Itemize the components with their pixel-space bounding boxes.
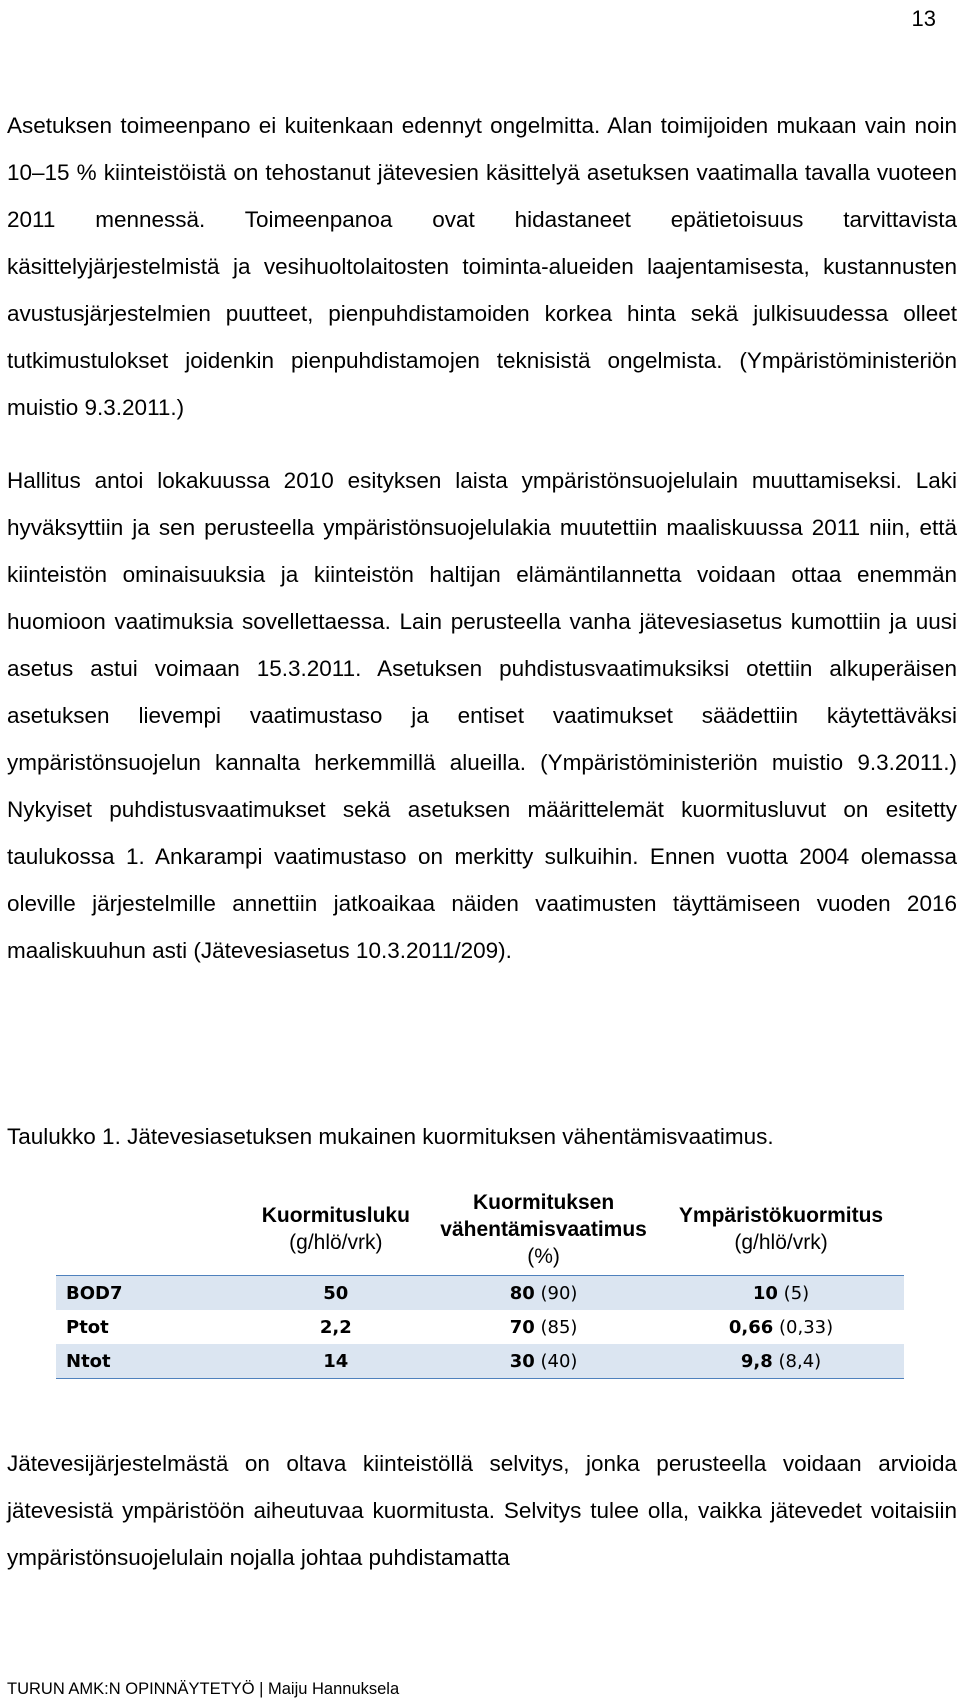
cell-reduction — [429, 1344, 658, 1379]
table-caption: Taulukko 1. Jätevesiasetuksen mukainen kuormituksen vähentämisvaatimus. — [7, 1124, 774, 1149]
page-number: 13 — [911, 6, 936, 31]
env-strict-value: (8,4) — [778, 1350, 822, 1372]
table-header-row — [56, 1183, 904, 1276]
header-reduction-requirement — [429, 1183, 658, 1276]
header-title: Kuormituksen vähentämisvaatimus — [440, 1190, 647, 1241]
reduction-value: 70 — [509, 1316, 535, 1338]
header-unit: (g/hlö/vrk) — [289, 1231, 383, 1254]
reduction-strict-value: (85) — [540, 1316, 578, 1338]
reduction-strict-value: (40) — [540, 1350, 578, 1372]
cell-load: 14 — [323, 1350, 349, 1372]
paragraph-implementation: Asetuksen toimeenpano ei kuitenkaan edennyt ongelmitta. Alan toimijoiden mukaan vain noin 10–15 % kiinteistöistä on tehostanut jätevesien käsittelyä asetuksen vaatimalla tavalla vuoteen 2011 mennessä. Toimeenpanoa ovat hidastaneet epätietoisuus tarvittavista käsittelyjärjestelmistä ja vesihuoltolaitosten toiminta-alueiden laajentamisesta, kustannusten avustusjärjestelmien puutteet, pienpuhdistamoiden korkea hinta sekä julkisuudessa olleet tutkimustulokset joidenkin pienpuhdistamojen teknisistä ongelmista. (Ympäristöministeriön muistio 9.3.2011.) — [7, 113, 957, 420]
env-strict-value: (5) — [783, 1282, 810, 1304]
env-value: 0,66 — [728, 1316, 774, 1338]
env-strict-value: (0,33) — [779, 1316, 834, 1338]
table-row — [56, 1310, 904, 1344]
reduction-value: 30 — [509, 1350, 535, 1372]
header-title: Ympäristökuormitus — [678, 1204, 884, 1227]
cell-reduction — [429, 1310, 658, 1344]
header-unit: (%) — [527, 1244, 560, 1268]
header-environmental-load — [658, 1183, 904, 1276]
header-unit: (g/hlö/vrk) — [734, 1231, 828, 1254]
load-reduction-table — [56, 1183, 904, 1379]
cell-environmental-load — [658, 1310, 904, 1344]
env-value: 9,8 — [740, 1350, 773, 1372]
header-load-figure — [243, 1183, 430, 1276]
cell-load: 2,2 — [319, 1316, 352, 1338]
paragraph-law-amendment: Hallitus antoi lokakuussa 2010 esityksen laista ympäristönsuojelulain muuttamiseksi. Laki hyväksyttiin ja sen perusteella ympäristönsuojelulakia muutettiin maaliskuussa 2011 niin, että kiinteistön ominaisuuksia ja kiinteistön haltijan elämäntilannetta voidaan ottaa enemmän huomioon vaatimuksia sovellettaessa. Lain perusteella vanha jätevesiasetus kumottiin ja uusi asetus astui voimaan 15.3.2011. Asetuksen puhdistusvaatimuksiksi otettiin alkuperäisen asetuksen lievempi vaatimustaso ja entiset vaatimukset säädettiin käytettäväksi ympäristönsuojelun kannalta herkemmillä alueilla. (Ympäristöministeriön muistio 9.3.2011.) Nykyiset puhdistusvaatimukset sekä asetuksen määrittelemät kuormitusluvut on esitetty taulukossa 1. Ankarampi vaatimustaso on merkitty sulkuihin. Ennen vuotta 2004 olemassa oleville järjestelmille annettiin jatkoaikaa näiden vaatimusten täyttämiseen vuoden 2016 maaliskuuhun asti (Jätevesiasetus 10.3.2011/209). — [7, 468, 957, 963]
cell-load: 50 — [323, 1282, 349, 1304]
reduction-value: 80 — [509, 1282, 535, 1304]
cell-environmental-load — [658, 1344, 904, 1379]
page-footer: TURUN AMK:N OPINNÄYTETYÖ | Maiju Hannuksela — [7, 1680, 400, 1698]
table-row — [56, 1344, 904, 1379]
env-value: 10 — [752, 1282, 778, 1304]
header-title: Kuormitusluku — [261, 1204, 410, 1227]
reduction-strict-value: (90) — [540, 1282, 578, 1304]
row-label: Ntot — [66, 1350, 111, 1372]
row-label: BOD7 — [66, 1282, 123, 1304]
header-empty — [56, 1183, 243, 1276]
cell-environmental-load — [658, 1276, 904, 1311]
paragraph-system-report: Jätevesijärjestelmästä on oltava kiinteistöllä selvitys, jonka perusteella voidaan arvioida jätevesistä ympäristöön aiheutuvaa kuormitusta. Selvitys tulee olla, vaikka jätevedet voitaisiin ympäristönsuojelulain nojalla johtaa puhdistamatta — [7, 1451, 957, 1570]
table-row — [56, 1276, 904, 1311]
cell-reduction — [429, 1276, 658, 1311]
row-label: Ptot — [66, 1316, 109, 1338]
